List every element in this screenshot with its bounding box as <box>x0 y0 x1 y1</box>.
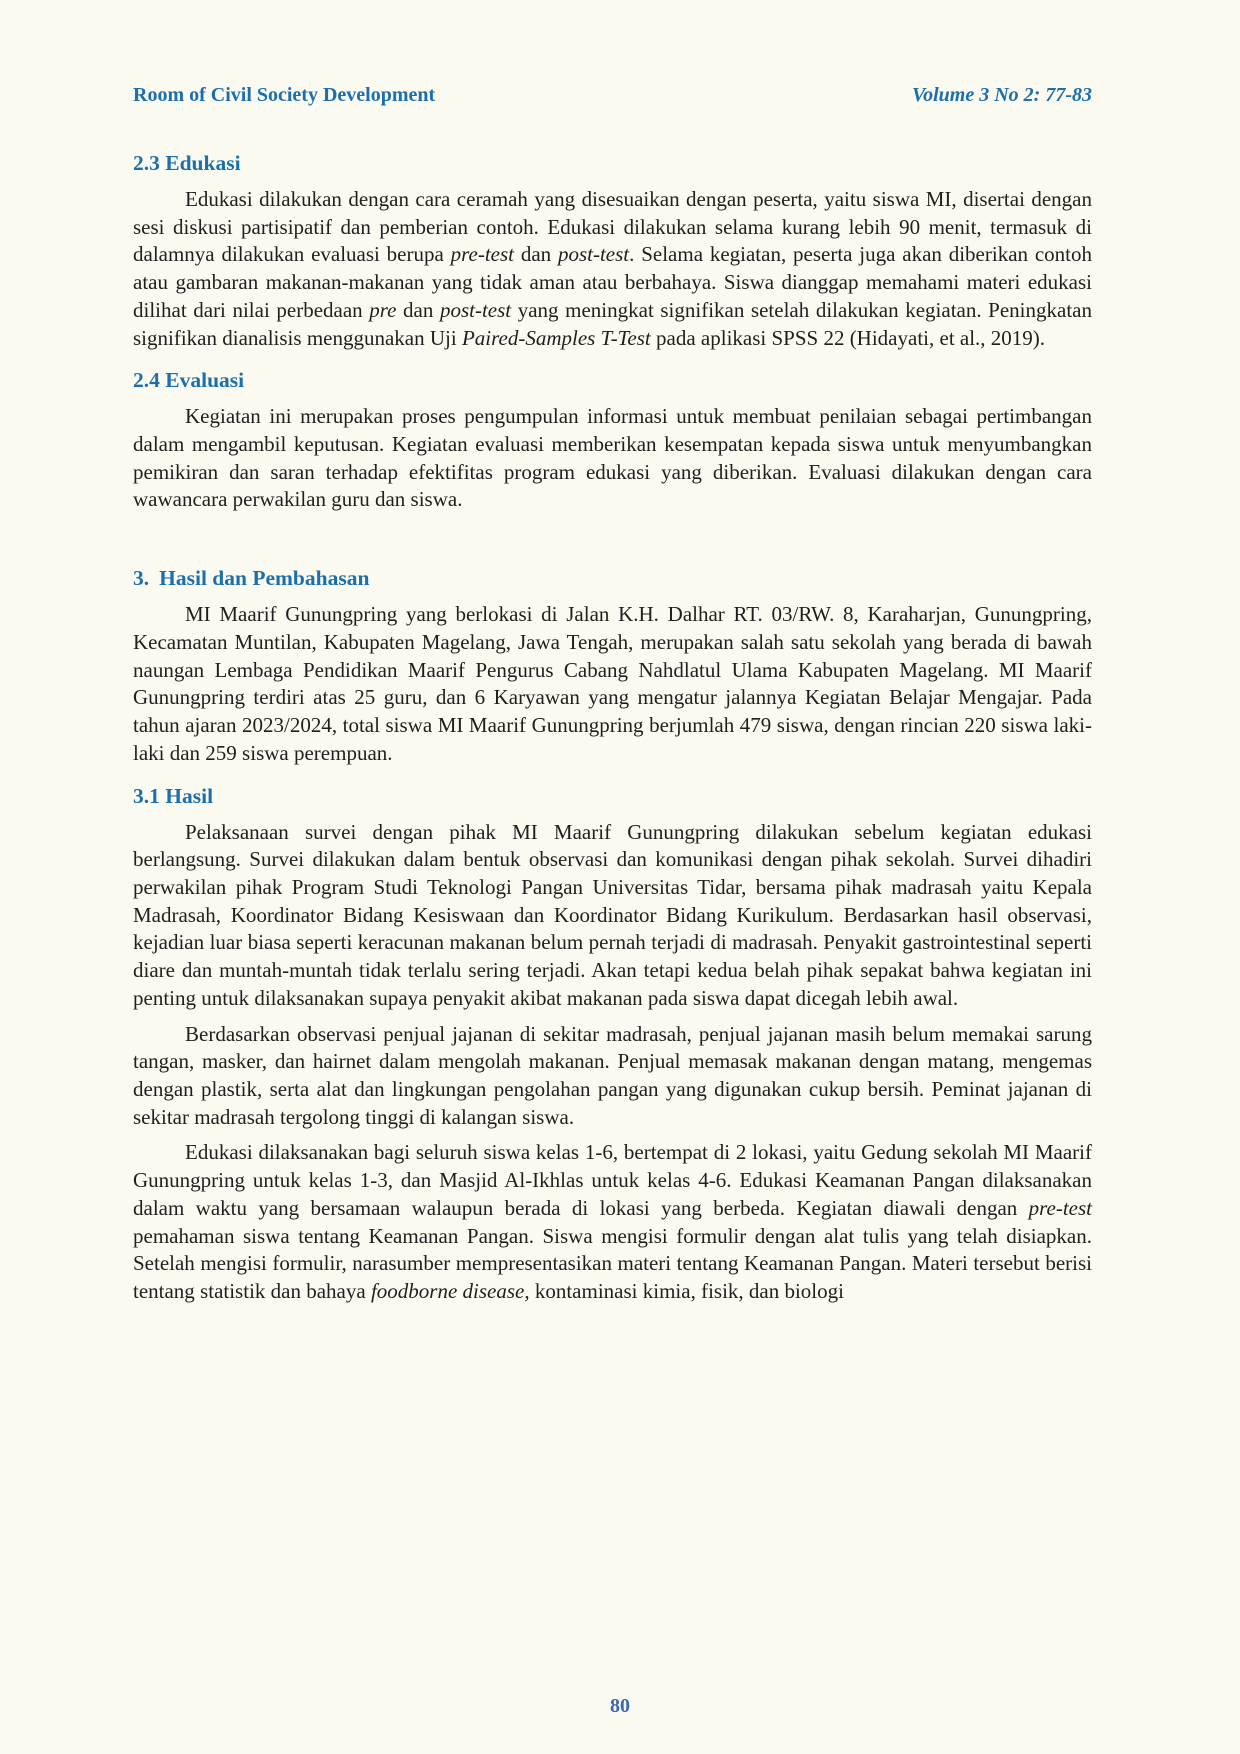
paragraph-profil-sekolah <box>133 601 1092 767</box>
text-run: MI Maarif Gunungpring yang berlokasi di Jalan K.H. Dalhar RT. 03/RW. 8, Karaharjan, Gunungpring, Kecamatan Muntilan, Kabupaten Magelang, Jawa Tengah, merupakan salah satu sekolah yang berada di bawah naungan Lembaga Pendidikan Maarif Pengurus Cabang Nahdlatul Ulama Kabupaten Magelang. MI Maarif Gunungpring terdiri atas 25 guru, dan 6 Karyawan yang mengatur jalannya Kegiatan Belajar Mengajar. Pada tahun ajaran 2023/2024, total siswa MI Maarif Gunungpring berjumlah 479 siswa, dengan rincian 220 siswa laki-laki dan 259 siswa perempuan. <box>133 602 1092 765</box>
text-run-italic: Paired-Samples T-Test <box>461 325 651 350</box>
page-number: 80 <box>610 1695 630 1717</box>
paragraph-pelaksanaan-edukasi <box>133 1139 1092 1305</box>
text-run: , kontaminasi kimia, fisik, dan biologi <box>524 1279 844 1303</box>
section-heading-2-4-evaluasi: 2.4 Evaluasi <box>133 368 245 393</box>
text-run-italic: pre <box>369 297 397 322</box>
text-run: dan <box>514 242 558 267</box>
paragraph-survei <box>133 819 1092 1013</box>
text-run: dan <box>396 297 440 322</box>
text-run: yang meningkat signifikan setelah dilakukan kegiatan. Peningkatan signifikan dianalisis menggunakan Uji <box>133 297 1092 350</box>
text-run: Pelaksanaan survei dengan pihak MI Maarif Gunungpring dilakukan sebelum kegiatan edukasi berlangsung. Survei dilakukan dalam bentuk observasi dan komunikasi dengan pihak sekolah. Survei dihadiri perwakilan pihak Program Studi Teknologi Pangan Universitas Tidar, bersama pihak madrasah yaitu Kepala Madrasah, Koordinator Bidang Kesiswaan dan Koordinator Bidang Kurikulum. Berdasarkan hasil observasi, kejadian luar biasa seperti keracunan makanan belum pernah terjadi di madrasah. Penyakit gastrointestinal seperti diare dan muntah-muntah tidak terlalu sering terjadi. Akan tetapi kedua belah pihak sepakat bahwa kegiatan ini penting untuk dilaksanakan supaya penyakit akibat makanan pada siswa dapat dicegah lebih awal. <box>133 819 1092 1010</box>
text-run-italic: post-test <box>557 242 630 267</box>
text-run: Kegiatan ini merupakan proses pengumpulan informasi untuk membuat penilaian sebagai pertimbangan dalam mengambil keputusan. Kegiatan evaluasi memberikan kesempatan kepada siswa untuk menyumbangkan pemikiran dan saran terhadap efektifitas program edukasi yang diberikan. Evaluasi dilakukan dengan cara wawancara perwakilan guru dan siswa. <box>133 404 1092 512</box>
section-heading-2-3-edukasi: 2.3 Edukasi <box>133 151 241 175</box>
text-run-italic: post-test <box>439 297 512 322</box>
page-header <box>133 84 1092 107</box>
text-run-italic: pre-test <box>1028 1195 1092 1220</box>
text-run: Edukasi dilakukan dengan cara ceramah yang disesuaikan dengan peserta, yaitu siswa MI, disertai dengan sesi diskusi partisipatif dan pemberian contoh. Edukasi dilakukan selama kurang lebih 90 menit, termasuk di dalamnya dilakukan evaluasi berupa <box>133 187 1092 267</box>
text-run-italic: pre-test <box>450 242 515 267</box>
heading-number: 3. <box>133 566 150 591</box>
section-heading-3-hasil-dan-pembahasan <box>133 566 1092 591</box>
text-run: pada aplikasi SPSS 22 (Hidayati, et al., 2019). <box>650 325 1046 350</box>
heading-text: Hasil dan Pembahasan <box>159 566 370 591</box>
text-run: . Selama kegiatan, peserta juga akan diberikan contoh atau gambaran makanan-makanan yang tidak aman atau berbahaya. Siswa dianggap memahami materi edukasi dilihat dari nilai perbedaan <box>133 242 1092 322</box>
text-run: Edukasi dilaksanakan bagi seluruh siswa kelas 1-6, bertempat di 2 lokasi, yaitu Gedung sekolah MI Maarif Gunungpring untuk kelas 1-3, dan Masjid Al-Ikhlas untuk kelas 4-6. Edukasi Keamanan Pangan dilaksanakan dalam waktu yang bersamaan walaupun berada di lokasi yang berbeda. Kegiatan diawali dengan <box>133 1140 1092 1220</box>
paragraph-edukasi <box>133 186 1092 352</box>
text-run: Berdasarkan observasi penjual jajanan di sekitar madrasah, penjual jajanan masih belum memakai sarung tangan, masker, dan hairnet dalam mengolah makanan. Penjual memasak makanan dengan matang, mengemas dengan plastik, serta alat dan lingkungan pengolahan pangan yang digunakan cukup bersih. Peminat jajanan di sekitar madrasah tergolong tinggi di kalangan siswa. <box>133 1021 1092 1129</box>
paragraph-evaluasi <box>133 403 1092 514</box>
text-run-italic: foodborne disease <box>370 1279 525 1303</box>
journal-title: Room of Civil Society Development <box>133 84 436 106</box>
section-heading-3-1-hasil: 3.1 Hasil <box>133 783 214 808</box>
volume-info: Volume 3 No 2: 77-83 <box>912 84 1092 106</box>
paragraph-observasi-penjual <box>133 1021 1092 1132</box>
text-run: pemahaman siswa tentang Keamanan Pangan. Siswa mengisi formulir dengan alat tulis yang telah disiapkan. Setelah mengisi formulir, narasumber mempresentasikan materi tentang Keamanan Pangan. Materi tersebut berisi tentang statistik dan bahaya <box>133 1223 1092 1303</box>
